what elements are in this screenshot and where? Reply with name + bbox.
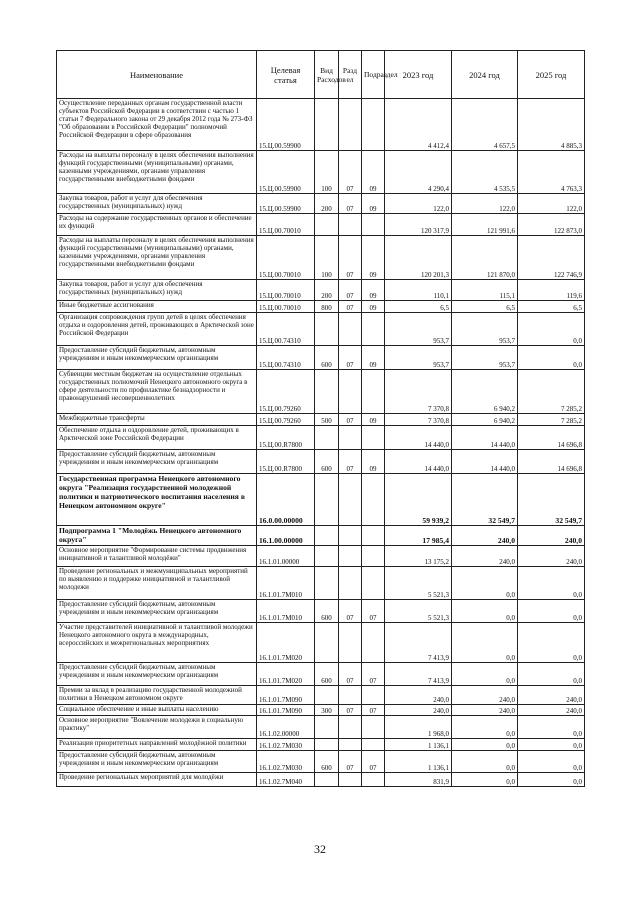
table-body xyxy=(57,99,585,787)
table-row xyxy=(57,236,585,280)
table-row xyxy=(57,214,585,236)
row-podrazdel: 09 xyxy=(362,346,385,370)
row-2023: 5 521,3 xyxy=(385,600,452,623)
row-name: Межбюджетные трансферты xyxy=(57,414,257,426)
row-vid: 600 xyxy=(315,600,339,623)
page-number: 32 xyxy=(314,842,326,856)
row-vid xyxy=(315,686,339,705)
row-razdel: 07 xyxy=(339,194,362,214)
row-vid xyxy=(315,214,339,236)
row-name: Предоставление субсидий бюджетным, автономным учреждениям и иным некоммерческим организациям xyxy=(57,600,257,623)
row-2025: 0,0 xyxy=(518,773,585,787)
row-2025: 0,0 xyxy=(518,567,585,600)
row-2025: 119,6 xyxy=(518,280,585,301)
row-2025: 0,0 xyxy=(518,751,585,773)
table-row xyxy=(57,623,585,663)
row-name: Закупка товаров, работ и услуг для обеспечения государственных (муниципальных) нужд xyxy=(57,280,257,301)
row-vid: 200 xyxy=(315,194,339,214)
row-2023: 120 201,3 xyxy=(385,236,452,280)
row-razdel xyxy=(339,426,362,450)
row-podrazdel xyxy=(362,426,385,450)
row-name: Основное мероприятие "Вовлечение молодежи в социальную практику" xyxy=(57,716,257,739)
row-name: Обеспечение отдыха и оздоровление детей, проживающих в Арктической зоне Российской Федерации xyxy=(57,426,257,450)
row-vid xyxy=(315,773,339,787)
row-podrazdel: 09 xyxy=(362,450,385,474)
row-vid xyxy=(315,567,339,600)
row-name: Субвенции местным бюджетам на осуществление отдельных государственных полномочий Ненецкого автономного округа в сфере деятельности по профилактике безнадзорности и правонарушений несовершеннолетних xyxy=(57,370,257,414)
table-row xyxy=(57,280,585,301)
row-vid xyxy=(315,313,339,346)
row-2025: 0,0 xyxy=(518,716,585,739)
row-podrazdel xyxy=(362,526,385,546)
row-vid xyxy=(315,526,339,546)
row-razdel: 07 xyxy=(339,151,362,194)
row-razdel xyxy=(339,546,362,567)
row-razdel xyxy=(339,773,362,787)
row-code: 16.0.00.00000 xyxy=(257,474,315,526)
row-2025: 0,0 xyxy=(518,313,585,346)
table-row xyxy=(57,567,585,600)
row-name: Расходы на содержание государственных органов и обеспечение их функций xyxy=(57,214,257,236)
row-vid: 100 xyxy=(315,151,339,194)
row-name: Предоставление субсидий бюджетным, автономным учреждениям и иным некоммерческим организациям xyxy=(57,450,257,474)
row-razdel xyxy=(339,686,362,705)
row-podrazdel: 09 xyxy=(362,151,385,194)
row-name: Участие представителей инициативной и талантливой молодежи Ненецкого автономного округа в международных, всероссийских и межрегиональных мероприятиях xyxy=(57,623,257,663)
row-2024: 953,7 xyxy=(452,313,518,346)
row-podrazdel: 07 xyxy=(362,751,385,773)
row-podrazdel xyxy=(362,474,385,526)
row-podrazdel: 09 xyxy=(362,301,385,313)
table-row xyxy=(57,313,585,346)
row-vid: 500 xyxy=(315,414,339,426)
row-podrazdel xyxy=(362,623,385,663)
row-2025: 0,0 xyxy=(518,346,585,370)
row-2024: 240,0 xyxy=(452,546,518,567)
table-row xyxy=(57,370,585,414)
row-2024: 4 535,5 xyxy=(452,151,518,194)
row-razdel: 07 xyxy=(339,705,362,716)
table-row xyxy=(57,151,585,194)
row-2023: 14 440,0 xyxy=(385,450,452,474)
table-row xyxy=(57,663,585,686)
row-2024: 14 440,0 xyxy=(452,426,518,450)
row-name: Социальное обеспечение и иные выплаты населению xyxy=(57,705,257,716)
row-2023: 4 412,4 xyxy=(385,99,452,151)
table-row xyxy=(57,474,585,526)
row-name: Иные бюджетные ассигнования xyxy=(57,301,257,313)
budget-table xyxy=(56,50,585,787)
row-2024: 0,0 xyxy=(452,739,518,751)
row-2023: 5 521,3 xyxy=(385,567,452,600)
row-2023: 4 290,4 xyxy=(385,151,452,194)
row-name: Расходы на выплаты персоналу в целях обеспечения выполнения функций государственными (муниципальными) органами, казенными учреждениями, органами управления государственными внебюджетными фондами xyxy=(57,151,257,194)
row-razdel: 07 xyxy=(339,450,362,474)
row-razdel xyxy=(339,526,362,546)
row-2025: 32 549,7 xyxy=(518,474,585,526)
table-row xyxy=(57,773,585,787)
table-row xyxy=(57,99,585,151)
row-vid xyxy=(315,426,339,450)
header-code: Целевая статья xyxy=(257,51,315,99)
row-2023: 1 136,1 xyxy=(385,751,452,773)
row-2025: 4 885,3 xyxy=(518,99,585,151)
row-vid xyxy=(315,474,339,526)
row-code: 15.Ц.00.59900 xyxy=(257,99,315,151)
row-2023: 240,0 xyxy=(385,686,452,705)
table-row xyxy=(57,751,585,773)
table-row xyxy=(57,450,585,474)
row-2023: 7 413,9 xyxy=(385,663,452,686)
row-code: 16.1.01.7М020 xyxy=(257,623,315,663)
row-vid xyxy=(315,546,339,567)
row-2023: 13 175,2 xyxy=(385,546,452,567)
row-code: 16.1.01.7М020 xyxy=(257,663,315,686)
row-code: 16.1.00.00000 xyxy=(257,526,315,546)
row-2024: 121 870,0 xyxy=(452,236,518,280)
row-vid xyxy=(315,623,339,663)
row-podrazdel xyxy=(362,686,385,705)
row-vid xyxy=(315,716,339,739)
row-podrazdel: 07 xyxy=(362,663,385,686)
row-razdel xyxy=(339,313,362,346)
row-code: 15.Ц.00.74310 xyxy=(257,313,315,346)
row-podrazdel xyxy=(362,313,385,346)
row-code: 15.Ц.00.70010 xyxy=(257,280,315,301)
row-2025: 7 285,2 xyxy=(518,414,585,426)
row-2024: 14 440,0 xyxy=(452,450,518,474)
table-row xyxy=(57,705,585,716)
row-name: Предоставление субсидий бюджетным, автономным учреждениям и иным некоммерческим организациям xyxy=(57,751,257,773)
row-2024: 4 657,5 xyxy=(452,99,518,151)
row-2025: 0,0 xyxy=(518,600,585,623)
row-vid: 600 xyxy=(315,450,339,474)
row-2024: 32 549,7 xyxy=(452,474,518,526)
row-podrazdel: 09 xyxy=(362,194,385,214)
row-podrazdel xyxy=(362,716,385,739)
row-name: Премии за вклад в реализацию государственной молодежной политики в Ненецком автономном округе xyxy=(57,686,257,705)
row-code: 16.1.01.00000 xyxy=(257,546,315,567)
row-code: 16.1.01.7М090 xyxy=(257,705,315,716)
row-2024: 0,0 xyxy=(452,567,518,600)
row-razdel: 07 xyxy=(339,346,362,370)
row-2023: 953,7 xyxy=(385,346,452,370)
row-vid xyxy=(315,739,339,751)
row-name: Проведение региональных и межмуниципальных мероприятий по выявлению и поддержке инициативной и талантливой молодежи xyxy=(57,567,257,600)
row-vid: 600 xyxy=(315,346,339,370)
row-2024: 240,0 xyxy=(452,526,518,546)
row-2024: 0,0 xyxy=(452,716,518,739)
row-2023: 953,7 xyxy=(385,313,452,346)
row-code: 15.Ц.00.R7800 xyxy=(257,450,315,474)
row-2024: 115,1 xyxy=(452,280,518,301)
row-code: 16.1.02.7М030 xyxy=(257,751,315,773)
row-name: Государственная программа Ненецкого автономного округа "Реализация государственной молодежной политики и патриотического воспитания населения в Ненецком автономном округе" xyxy=(57,474,257,526)
row-2024: 6 940,2 xyxy=(452,370,518,414)
row-razdel xyxy=(339,623,362,663)
row-2024: 121 991,6 xyxy=(452,214,518,236)
row-razdel: 07 xyxy=(339,280,362,301)
header-2023: 2023 год xyxy=(385,51,452,99)
row-2024: 0,0 xyxy=(452,600,518,623)
row-2023: 6,5 xyxy=(385,301,452,313)
row-2025: 0,0 xyxy=(518,663,585,686)
row-razdel xyxy=(339,99,362,151)
row-podrazdel: 07 xyxy=(362,705,385,716)
row-razdel xyxy=(339,474,362,526)
document-page xyxy=(56,50,584,787)
row-2023: 59 939,2 xyxy=(385,474,452,526)
row-code: 16.1.02.7М040 xyxy=(257,773,315,787)
row-vid: 600 xyxy=(315,751,339,773)
row-2025: 240,0 xyxy=(518,686,585,705)
row-2025: 122 873,0 xyxy=(518,214,585,236)
table-row xyxy=(57,739,585,751)
row-2025: 240,0 xyxy=(518,546,585,567)
header-2024: 2024 год xyxy=(452,51,518,99)
row-code: 15.Ц.00.70010 xyxy=(257,214,315,236)
row-2023: 17 985,4 xyxy=(385,526,452,546)
row-podrazdel: 07 xyxy=(362,600,385,623)
row-podrazdel xyxy=(362,773,385,787)
table-row xyxy=(57,686,585,705)
row-2024: 6,5 xyxy=(452,301,518,313)
row-2024: 240,0 xyxy=(452,705,518,716)
row-podrazdel xyxy=(362,567,385,600)
row-name: Подпрограмма 1 "Молодёжь Ненецкого автономного округа" xyxy=(57,526,257,546)
row-code: 16.1.01.7М010 xyxy=(257,600,315,623)
row-razdel xyxy=(339,716,362,739)
row-2023: 7 413,9 xyxy=(385,623,452,663)
row-2023: 831,9 xyxy=(385,773,452,787)
row-2025: 240,0 xyxy=(518,705,585,716)
table-row xyxy=(57,414,585,426)
row-2024: 0,0 xyxy=(452,663,518,686)
row-podrazdel xyxy=(362,99,385,151)
table-row xyxy=(57,301,585,313)
row-name: Организация сопровождения групп детей в целях обеспечения отдыха и оздоровления детей, проживающих в Арктической зоне Российской Федерации xyxy=(57,313,257,346)
row-name: Осуществление переданных органам государственной власти субъектов Российской Федерации в соответствии с частью 1 статьи 7 Федерального закона от 29 декабря 2012 года № 273-ФЗ "Об образовании в Российской Федерации" полномочий Российской Федерации в сфере образования xyxy=(57,99,257,151)
row-vid: 800 xyxy=(315,301,339,313)
table-row xyxy=(57,426,585,450)
row-code: 15.Ц.00.74310 xyxy=(257,346,315,370)
row-code: 15.Ц.00.79260 xyxy=(257,414,315,426)
row-vid xyxy=(315,99,339,151)
row-2023: 122,0 xyxy=(385,194,452,214)
row-2023: 7 370,8 xyxy=(385,414,452,426)
table-header-row xyxy=(57,51,585,99)
table-row xyxy=(57,716,585,739)
table-row xyxy=(57,546,585,567)
row-vid xyxy=(315,370,339,414)
row-2024: 0,0 xyxy=(452,623,518,663)
row-podrazdel: 09 xyxy=(362,236,385,280)
row-podrazdel xyxy=(362,739,385,751)
row-2025: 7 285,2 xyxy=(518,370,585,414)
row-2023: 240,0 xyxy=(385,705,452,716)
header-podrazdel: Подраздел xyxy=(362,51,385,99)
row-2024: 122,0 xyxy=(452,194,518,214)
row-2025: 122 746,9 xyxy=(518,236,585,280)
row-name: Предоставление субсидий бюджетным, автономным учреждениям и иным некоммерческим организациям xyxy=(57,346,257,370)
row-razdel xyxy=(339,214,362,236)
row-code: 16.1.02.00000 xyxy=(257,716,315,739)
row-razdel xyxy=(339,370,362,414)
row-vid: 200 xyxy=(315,280,339,301)
row-name: Закупка товаров, работ и услуг для обеспечения государственных (муниципальных) нужд xyxy=(57,194,257,214)
table-row xyxy=(57,194,585,214)
row-2023: 120 317,9 xyxy=(385,214,452,236)
row-2025: 0,0 xyxy=(518,623,585,663)
row-vid: 300 xyxy=(315,705,339,716)
row-code: 15.Ц.00.70010 xyxy=(257,301,315,313)
row-2025: 14 696,8 xyxy=(518,450,585,474)
row-name: Реализация приоритетных направлений молодёжной политики xyxy=(57,739,257,751)
row-2025: 6,5 xyxy=(518,301,585,313)
row-vid: 100 xyxy=(315,236,339,280)
row-2023: 1 136,1 xyxy=(385,739,452,751)
row-code: 16.1.01.7М090 xyxy=(257,686,315,705)
row-2023: 110,1 xyxy=(385,280,452,301)
row-razdel: 07 xyxy=(339,236,362,280)
row-razdel xyxy=(339,739,362,751)
row-2024: 6 940,2 xyxy=(452,414,518,426)
row-2025: 4 763,3 xyxy=(518,151,585,194)
row-2025: 122,0 xyxy=(518,194,585,214)
table-row xyxy=(57,600,585,623)
row-code: 15.Ц.00.R7800 xyxy=(257,426,315,450)
row-name: Расходы на выплаты персоналу в целях обеспечения выполнения функций государственными (муниципальными) органами, казенными учреждениями, органами управления государственными внебюджетными фондами xyxy=(57,236,257,280)
row-2025: 14 696,8 xyxy=(518,426,585,450)
row-code: 15.Ц.00.59900 xyxy=(257,151,315,194)
header-vid: Вид Расходов xyxy=(315,51,339,99)
row-2024: 0,0 xyxy=(452,773,518,787)
row-podrazdel xyxy=(362,214,385,236)
row-razdel: 07 xyxy=(339,414,362,426)
row-code: 15.Ц.00.70010 xyxy=(257,236,315,280)
row-2024: 240,0 xyxy=(452,686,518,705)
row-2024: 953,7 xyxy=(452,346,518,370)
row-vid: 600 xyxy=(315,663,339,686)
row-razdel: 07 xyxy=(339,600,362,623)
row-razdel xyxy=(339,567,362,600)
row-razdel: 07 xyxy=(339,663,362,686)
row-razdel: 07 xyxy=(339,301,362,313)
row-podrazdel xyxy=(362,546,385,567)
row-code: 16.1.01.7М010 xyxy=(257,567,315,600)
header-name: Наименование xyxy=(57,51,257,99)
header-razdel: Разд ел xyxy=(339,51,362,99)
row-razdel: 07 xyxy=(339,751,362,773)
row-name: Основное мероприятие "Формирование системы продвижения инициативной и талантливой молодёжи" xyxy=(57,546,257,567)
table-row xyxy=(57,526,585,546)
row-podrazdel: 09 xyxy=(362,414,385,426)
row-code: 15.Ц.00.79260 xyxy=(257,370,315,414)
row-2023: 14 440,0 xyxy=(385,426,452,450)
header-2025: 2025 год xyxy=(518,51,585,99)
row-2024: 0,0 xyxy=(452,751,518,773)
row-name: Предоставление субсидий бюджетным, автономным учреждениям и иным некоммерческим организациям xyxy=(57,663,257,686)
table-row xyxy=(57,346,585,370)
row-code: 15.Ц.00.59900 xyxy=(257,194,315,214)
row-code: 16.1.02.7М030 xyxy=(257,739,315,751)
row-podrazdel: 09 xyxy=(362,280,385,301)
row-2025: 0,0 xyxy=(518,739,585,751)
row-2023: 1 968,0 xyxy=(385,716,452,739)
row-2023: 7 370,8 xyxy=(385,370,452,414)
row-2025: 240,0 xyxy=(518,526,585,546)
row-name: Проведение региональных мероприятий для молодёжи xyxy=(57,773,257,787)
row-podrazdel xyxy=(362,370,385,414)
